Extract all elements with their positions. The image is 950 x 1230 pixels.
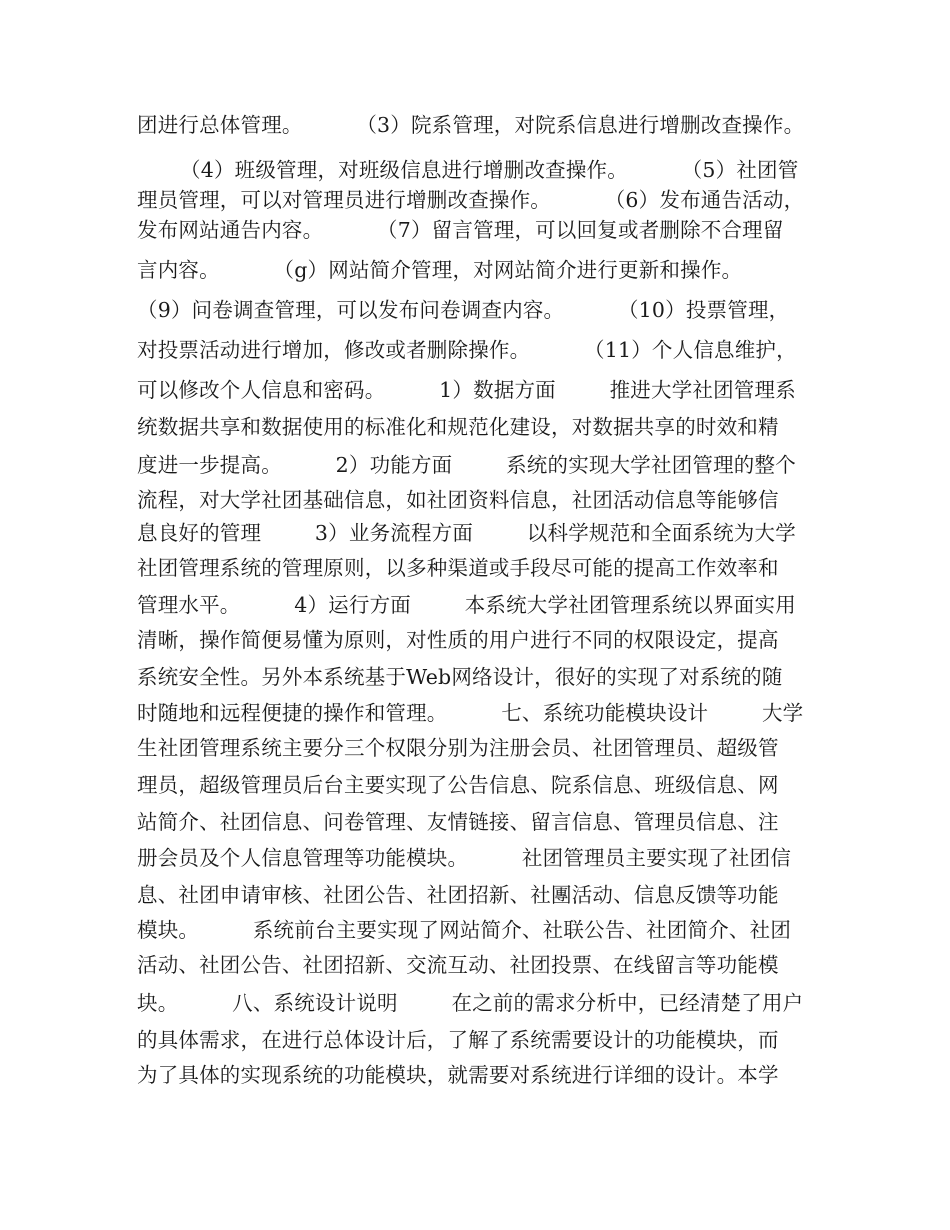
text-line: 度进一步提高。 2）功能方面 系统的实现大学社团管理的整个 xyxy=(137,453,796,477)
text-line: 为了具体的实现系统的功能模块，就需要对系统进行详细的设计。本学 xyxy=(137,1063,779,1087)
text-line: 理员，超级管理员后台主要实现了公告信息、院系信息、班级信息、网 xyxy=(137,773,779,797)
text-line: 清晰，操作简便易懂为原则，对性质的用户进行不同的权限设定，提高 xyxy=(137,628,779,652)
text-line: 言内容。 （g）网站简介管理，对网站简介进行更新和操作。 xyxy=(137,258,743,282)
text-line: 团进行总体管理。 （3）院系管理，对院系信息进行增删改查操作。 xyxy=(137,113,805,137)
text-line: 对投票活动进行增加，修改或者删除操作。 （11）个人信息维护， xyxy=(137,338,797,362)
text-line: 理员管理，可以对管理员进行增删改查操作。 （6）发布通告活动， xyxy=(137,188,805,212)
text-line: 册会员及个人信息管理等功能模块。 社团管理员主要实现了社团信 xyxy=(137,846,792,870)
text-line: 统数据共享和数据使用的标准化和规范化建设，对数据共享的时效和精 xyxy=(137,415,779,439)
text-line: 发布网站通告内容。 （7）留言管理，可以回复或者删除不合理留 xyxy=(137,218,784,242)
text-line: 活动、社团公告、社团招新、交流互动、社团投票、在线留言等功能模 xyxy=(137,953,779,977)
text-line: 的具体需求，在进行总体设计后，了解了系统需要设计的功能模块，而 xyxy=(137,1028,779,1052)
text-line: 时随地和远程便捷的操作和管理。 七、系统功能模块设计 大学 xyxy=(137,701,804,725)
text-line: 社团管理系统的管理原则，以多种渠道或手段尽可能的提高工作效率和 xyxy=(137,556,779,580)
text-line: 息良好的管理 3）业务流程方面 以科学规范和全面系统为大学 xyxy=(137,521,796,545)
text-line: 系统安全性。另外本系统基于Web网络设计，很好的实现了对系统的随 xyxy=(137,665,783,689)
text-line: 管理水平。 4）运行方面 本系统大学社团管理系统以界面实用 xyxy=(137,593,796,617)
text-line: 模块。 系统前台主要实现了网站简介、社联公告、社团简介、社团 xyxy=(137,918,792,942)
text-line: 块。 八、系统设计说明 在之前的需求分析中，已经清楚了用户 xyxy=(137,991,804,1015)
text-line: 站简介、社团信息、问卷管理、友情链接、留言信息、管理员信息、注 xyxy=(137,810,779,834)
text-line: 息、社团申请审核、社团公告、社团招新、社團活动、信息反馈等功能 xyxy=(137,883,779,907)
text-line: （9）问卷调查管理，可以发布问卷调查内容。 （10）投票管理， xyxy=(137,298,790,322)
text-line: 流程，对大学社团基础信息，如社团资料信息，社团活动信息等能够信 xyxy=(137,488,779,512)
text-line: 可以修改个人信息和密码。 1）数据方面 推进大学社团管理系 xyxy=(137,378,796,402)
text-line: （4）班级管理，对班级信息进行增删改查操作。 （5）社团管 xyxy=(180,158,799,182)
text-line: 生社团管理系统主要分三个权限分别为注册会员、社团管理员、超级管 xyxy=(137,736,779,760)
